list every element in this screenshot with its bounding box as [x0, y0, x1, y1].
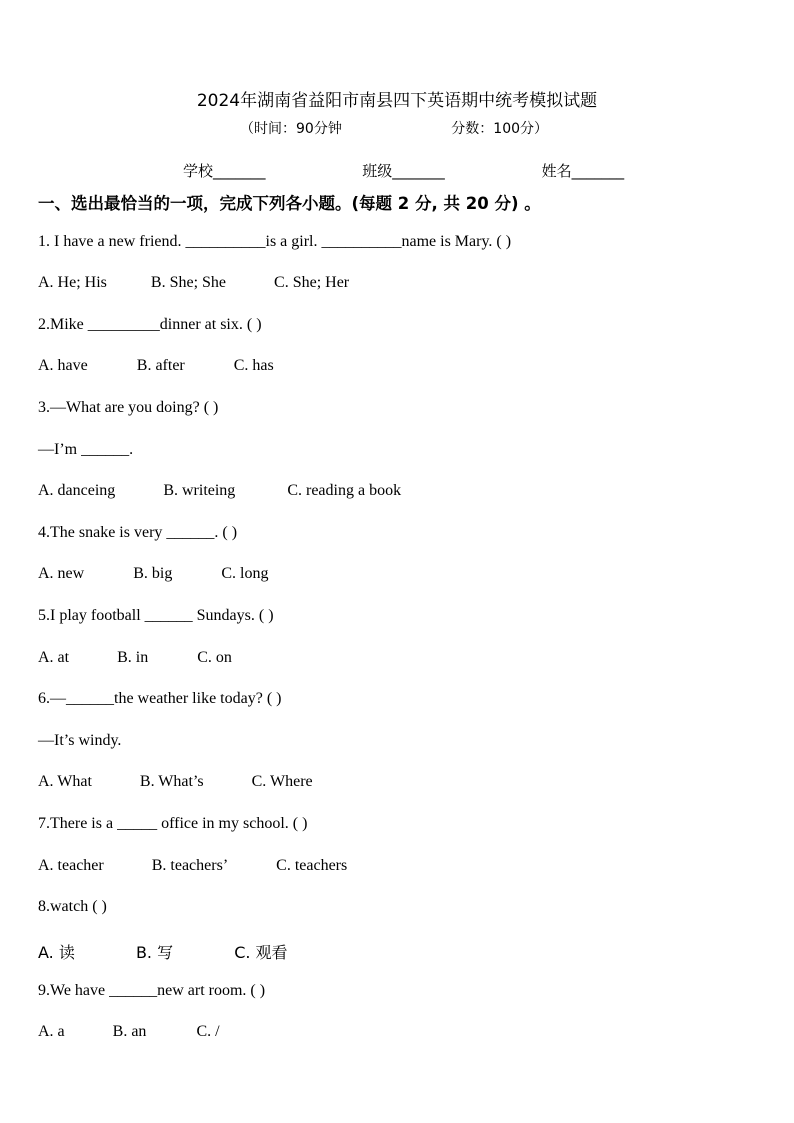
option-c: C. Where	[251, 773, 313, 790]
option-b: B. writeing	[163, 482, 236, 499]
question-7-options	[38, 857, 347, 875]
option-b: B. She; She	[150, 274, 227, 291]
section-heading: 一、选出最恰当的一项，完成下列各小题。(每题 2 分, 共 20 分) 。	[38, 194, 541, 213]
option-c: C. on	[197, 649, 232, 666]
student-info	[183, 160, 624, 181]
question-9-options	[38, 1023, 220, 1041]
question-5-options	[38, 649, 232, 667]
question-4-stem: 4.The snake is very ______. ( )	[38, 524, 238, 541]
option-a: A. 读	[38, 943, 75, 962]
option-a: A. He; His	[38, 274, 107, 291]
option-a: A. a	[38, 1023, 65, 1040]
option-a: A. What	[38, 773, 92, 790]
name-field: 姓名_______	[541, 162, 625, 180]
option-a: A. danceing	[38, 482, 116, 499]
option-c: C. 观看	[234, 943, 288, 962]
question-9-stem: 9.We have ______new art room. ( )	[38, 982, 266, 999]
option-b: B. an	[112, 1023, 147, 1040]
option-c: C. /	[196, 1023, 220, 1040]
option-b: B. after	[136, 357, 185, 374]
option-a: A. new	[38, 565, 85, 582]
option-c: C. She; Her	[274, 274, 350, 291]
option-a: A. teacher	[38, 857, 104, 874]
option-a: A. at	[38, 649, 70, 666]
question-4-options	[38, 565, 268, 583]
question-1-stem: 1. I have a new friend. __________is a girl. __________name is Mary. ( )	[38, 233, 512, 250]
option-c: C. teachers	[276, 857, 348, 874]
option-a: A. have	[38, 357, 88, 374]
time-limit: （时间：90分钟	[240, 121, 342, 137]
option-c: C. has	[233, 357, 274, 374]
question-6-options	[38, 773, 313, 791]
option-b: B. big	[133, 565, 173, 582]
option-b: B. What’s	[139, 773, 204, 790]
question-8-options	[38, 940, 288, 963]
question-8-stem: 8.watch ( )	[38, 898, 107, 915]
exam-subtitle	[240, 118, 548, 138]
option-b: B. teachers’	[151, 857, 229, 874]
class-field: 班级_______	[362, 162, 445, 180]
question-3-options	[38, 482, 401, 500]
exam-title: 2024年湖南省益阳市南县四下英语期中统考模拟试题	[196, 91, 598, 111]
option-c: C. reading a book	[287, 482, 402, 499]
school-field: 学校_______	[183, 162, 266, 180]
option-c: C. long	[221, 565, 269, 582]
question-6-answer-line: —It’s windy.	[38, 732, 122, 749]
option-b: B. in	[117, 649, 149, 666]
question-1-options	[38, 274, 349, 292]
question-3-stem: 3.—What are you doing? ( )	[38, 399, 219, 416]
total-score: 分数：100分）	[451, 121, 549, 137]
question-6-stem: 6.—______the weather like today? ( )	[38, 690, 282, 707]
option-b: B. 写	[135, 943, 174, 962]
question-2-stem: 2.Mike _________dinner at six. ( )	[38, 316, 262, 333]
question-5-stem: 5.I play football ______ Sundays. ( )	[38, 607, 274, 624]
question-7-stem: 7.There is a _____ office in my school. ( )	[38, 815, 308, 832]
question-2-options	[38, 357, 274, 375]
question-3-answer-line: —I’m ______.	[38, 441, 134, 458]
